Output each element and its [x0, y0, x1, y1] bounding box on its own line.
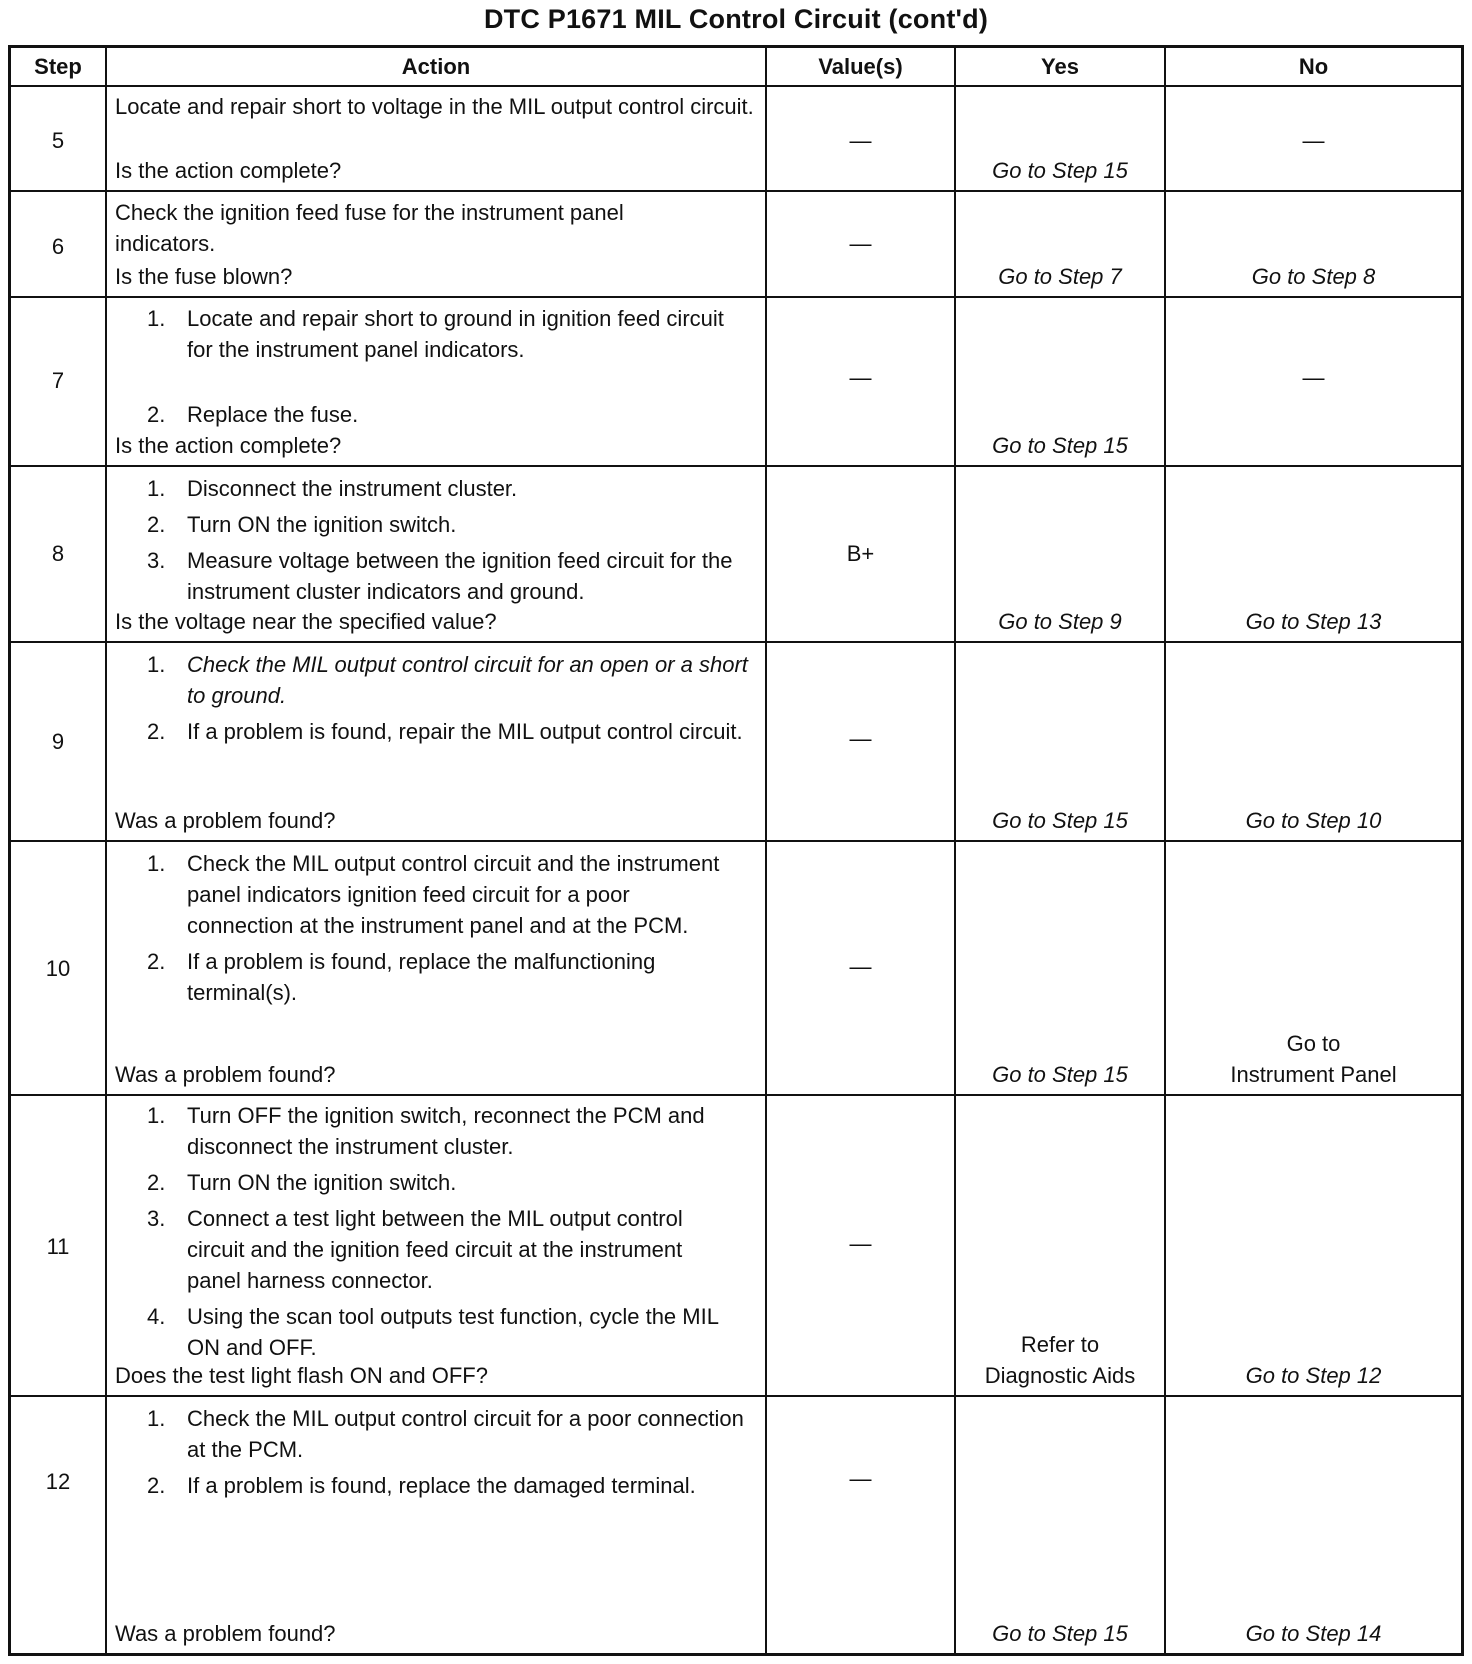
yes-link[interactable]: Go to Step 7: [998, 264, 1122, 289]
no-link[interactable]: Go to Step 13: [1245, 609, 1382, 634]
action-item: 1. Check the MIL output control circuit and the instrument panel indicators ignition feed circuit for a poor connection at the instrument panel and at the PCM.: [147, 851, 720, 938]
action-item: 2. If a problem is found, replace the malfunctioning terminal(s).: [147, 949, 656, 1005]
action-cell: [107, 848, 747, 1094]
action-cell: [107, 303, 747, 465]
action-question: Was a problem found?: [115, 1621, 336, 1646]
header-action: Action: [401, 54, 471, 79]
no-cell: [1166, 643, 1461, 840]
yes-cell: [956, 467, 1164, 641]
yes-cell: [956, 298, 1164, 465]
yes-cell: [956, 842, 1164, 1094]
action-item: 3. Measure voltage between the ignition feed circuit for the instrument cluster indicators and ground.: [147, 548, 733, 604]
action-cell: [107, 197, 717, 296]
action-question: Does the test light flash ON and OFF?: [115, 1363, 488, 1388]
no-cell: [1166, 1397, 1461, 1653]
action-text: Check the ignition feed fuse for the instrument panel indicators.: [115, 200, 624, 256]
no-link[interactable]: Go to Step 8: [1251, 264, 1376, 289]
value-cell: —: [849, 231, 872, 256]
action-cell: [107, 1403, 761, 1653]
step-number: 6: [51, 234, 65, 259]
yes-link[interactable]: Go to Step 15: [992, 158, 1128, 183]
header-values: Value(s): [818, 54, 903, 79]
value-cell: —: [849, 365, 872, 390]
step-number: 7: [51, 368, 65, 393]
action-item: 1. Locate and repair short to ground in ignition feed circuit for the instrument panel indicators.: [147, 306, 724, 362]
yes-link[interactable]: Go to Step 15: [992, 808, 1128, 833]
action-question: Is the action complete?: [115, 158, 342, 183]
action-item: 3. Connect a test light between the MIL output control circuit and the ignition feed circuit at the instrument panel harness connector.: [147, 1206, 683, 1293]
no-cell: [1166, 842, 1461, 1094]
action-item: 2. If a problem is found, repair the MIL output control circuit.: [147, 719, 743, 744]
yes-link[interactable]: Go to Step 9: [998, 609, 1122, 634]
action-question: Was a problem found?: [115, 1062, 336, 1087]
yes-cell: [956, 1397, 1164, 1653]
value-cell: —: [849, 1231, 872, 1256]
no-link[interactable]: Go to Instrument Panel: [1230, 1031, 1397, 1087]
action-item: 1. Disconnect the instrument cluster.: [147, 476, 518, 501]
no-link[interactable]: Go to Step 12: [1245, 1363, 1382, 1388]
no-cell: —: [1302, 365, 1325, 390]
yes-link[interactable]: Refer to Diagnostic Aids: [984, 1332, 1136, 1388]
step-number: 12: [45, 1469, 71, 1494]
yes-cell: [956, 87, 1164, 190]
action-item: 1. Turn OFF the ignition switch, reconnect the PCM and disconnect the instrument cluster.: [147, 1103, 705, 1159]
action-cell: [107, 473, 761, 641]
step-number: 5: [51, 128, 65, 153]
value-cell: —: [849, 726, 872, 751]
header-step: Step: [34, 54, 82, 79]
yes-cell: [956, 1096, 1164, 1395]
no-link[interactable]: Go to Step 10: [1245, 808, 1382, 833]
action-item: 1. Check the MIL output control circuit for an open or a short to ground.: [147, 652, 748, 708]
action-question: Was a problem found?: [115, 808, 336, 833]
yes-cell: [956, 643, 1164, 840]
no-link[interactable]: Go to Step 14: [1245, 1621, 1382, 1646]
action-question: Is the action complete?: [115, 433, 342, 458]
no-cell: [1166, 192, 1461, 296]
header-no: No: [1298, 54, 1329, 79]
value-cell: —: [849, 128, 872, 153]
action-question: Is the voltage near the specified value?: [115, 609, 497, 634]
header-yes: Yes: [1041, 54, 1079, 79]
action-item: 2. Replace the fuse.: [147, 402, 359, 427]
action-item: 2. If a problem is found, replace the damaged terminal.: [147, 1473, 696, 1498]
no-cell: [1166, 467, 1461, 641]
step-number: 10: [45, 956, 71, 981]
action-cell: [107, 91, 765, 190]
page-title: DTC P1671 MIL Control Circuit (cont'd): [483, 4, 989, 34]
yes-link[interactable]: Go to Step 15: [992, 1621, 1128, 1646]
action-item: 4. Using the scan tool outputs test function, cycle the MIL ON and OFF.: [147, 1304, 719, 1360]
value-cell: —: [849, 954, 872, 979]
value-cell: —: [849, 1466, 872, 1491]
no-cell: [1166, 1096, 1461, 1395]
step-number: 8: [51, 541, 65, 566]
yes-link[interactable]: Go to Step 15: [992, 1062, 1128, 1087]
action-question: Is the fuse blown?: [115, 264, 293, 289]
step-number: 9: [51, 729, 65, 754]
yes-link[interactable]: Go to Step 15: [992, 433, 1128, 458]
step-number: 11: [46, 1234, 70, 1259]
value-cell: B+: [846, 541, 875, 566]
action-item: 1. Check the MIL output control circuit for a poor connection at the PCM.: [147, 1406, 744, 1462]
action-text: Locate and repair short to voltage in the MIL output control circuit.: [115, 94, 754, 119]
diagnostic-table: [8, 45, 1464, 1656]
yes-cell: [956, 192, 1164, 296]
action-item: 2. Turn ON the ignition switch.: [147, 512, 457, 537]
action-cell: [107, 1100, 747, 1395]
action-cell: [107, 649, 761, 840]
no-cell: —: [1302, 128, 1325, 153]
action-item: 2. Turn ON the ignition switch.: [147, 1170, 457, 1195]
